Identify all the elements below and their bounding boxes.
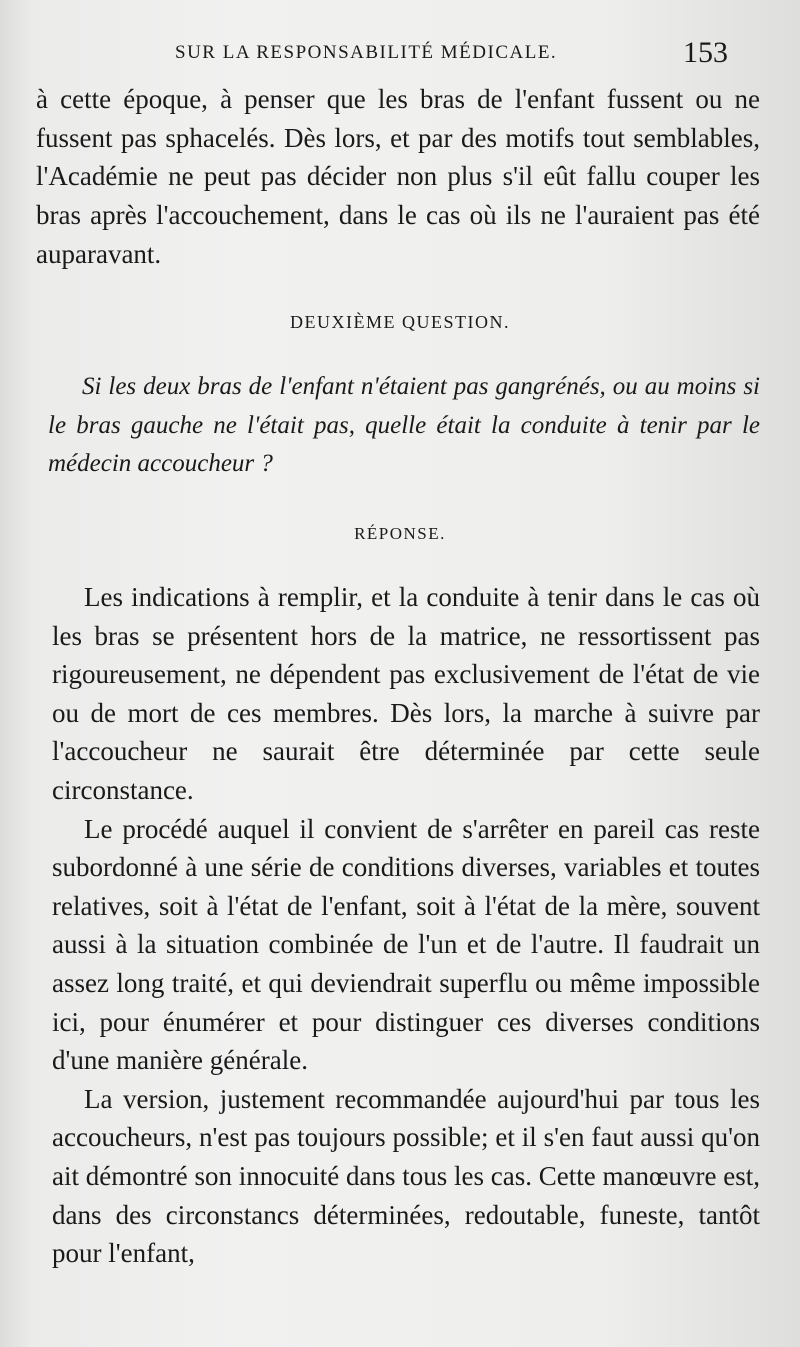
continuation-paragraph	[36, 80, 760, 274]
response-paragraph-3: La version, justement recommandée aujourd'hui par tous les accoucheurs, n'est pas toujours possible; et il s'en faut aussi qu'on ait démontré son innocuité dans tous les cas. Cette manœuvre est, dans des circonstancs déterminées, redoutable, funeste, tantôt pour l'enfant,	[52, 1083, 760, 1269]
question-text: Si les deux bras de l'enfant n'étaient pas gangrénés, ou au moins si le bras gauche ne l'était pas, quelle était la conduite à tenir par le médecin accoucheur ?	[48, 373, 760, 477]
question-heading: DEUXIÈME QUESTION.	[290, 312, 510, 332]
question-block	[48, 368, 760, 484]
response-paragraph-2: Le procédé auquel il convient de s'arrêter en pareil cas reste subordonné à une série de conditions diverses, variables et toutes relatives, soit à l'état de l'enfant, soit à l'état de la mère, souvent aussi à la situation combinée de l'un et de l'autre. Il faudrait un assez long traité, et qui deviendrait superflu ou même impossible ici, pour énumérer et pour distinguer ces diverses conditions d'une manière générale.	[52, 813, 760, 1076]
running-head-title: SUR LA RESPONSABILITÉ MÉDICALE.	[175, 42, 558, 63]
response-heading: RÉPONSE.	[354, 524, 446, 543]
page-number: 153	[683, 36, 728, 69]
response-paragraph-1: Les indications à remplir, et la conduite à tenir dans le cas où les bras se présentent hors de la matrice, ne ressortissent pas rigoureusement, ne dépendent pas exclusivement de l'état de vie ou de mort de ces membres. Dès lors, la marche à suivre par l'accoucheur ne saurait être déterminée par cette seule circonstance.	[52, 582, 760, 805]
running-head	[0, 36, 800, 82]
continuation-text: à cette époque, à penser que les bras de l'enfant fussent ou ne fussent pas sphacelés. Dès lors, et par des motifs tout semblables, l'Académie ne peut pas décider non plus s'il eût fallu couper les bras après l'accouchement, dans le cas où ils ne l'auraient pas été auparavant.	[36, 84, 760, 269]
response-body	[52, 578, 760, 1273]
